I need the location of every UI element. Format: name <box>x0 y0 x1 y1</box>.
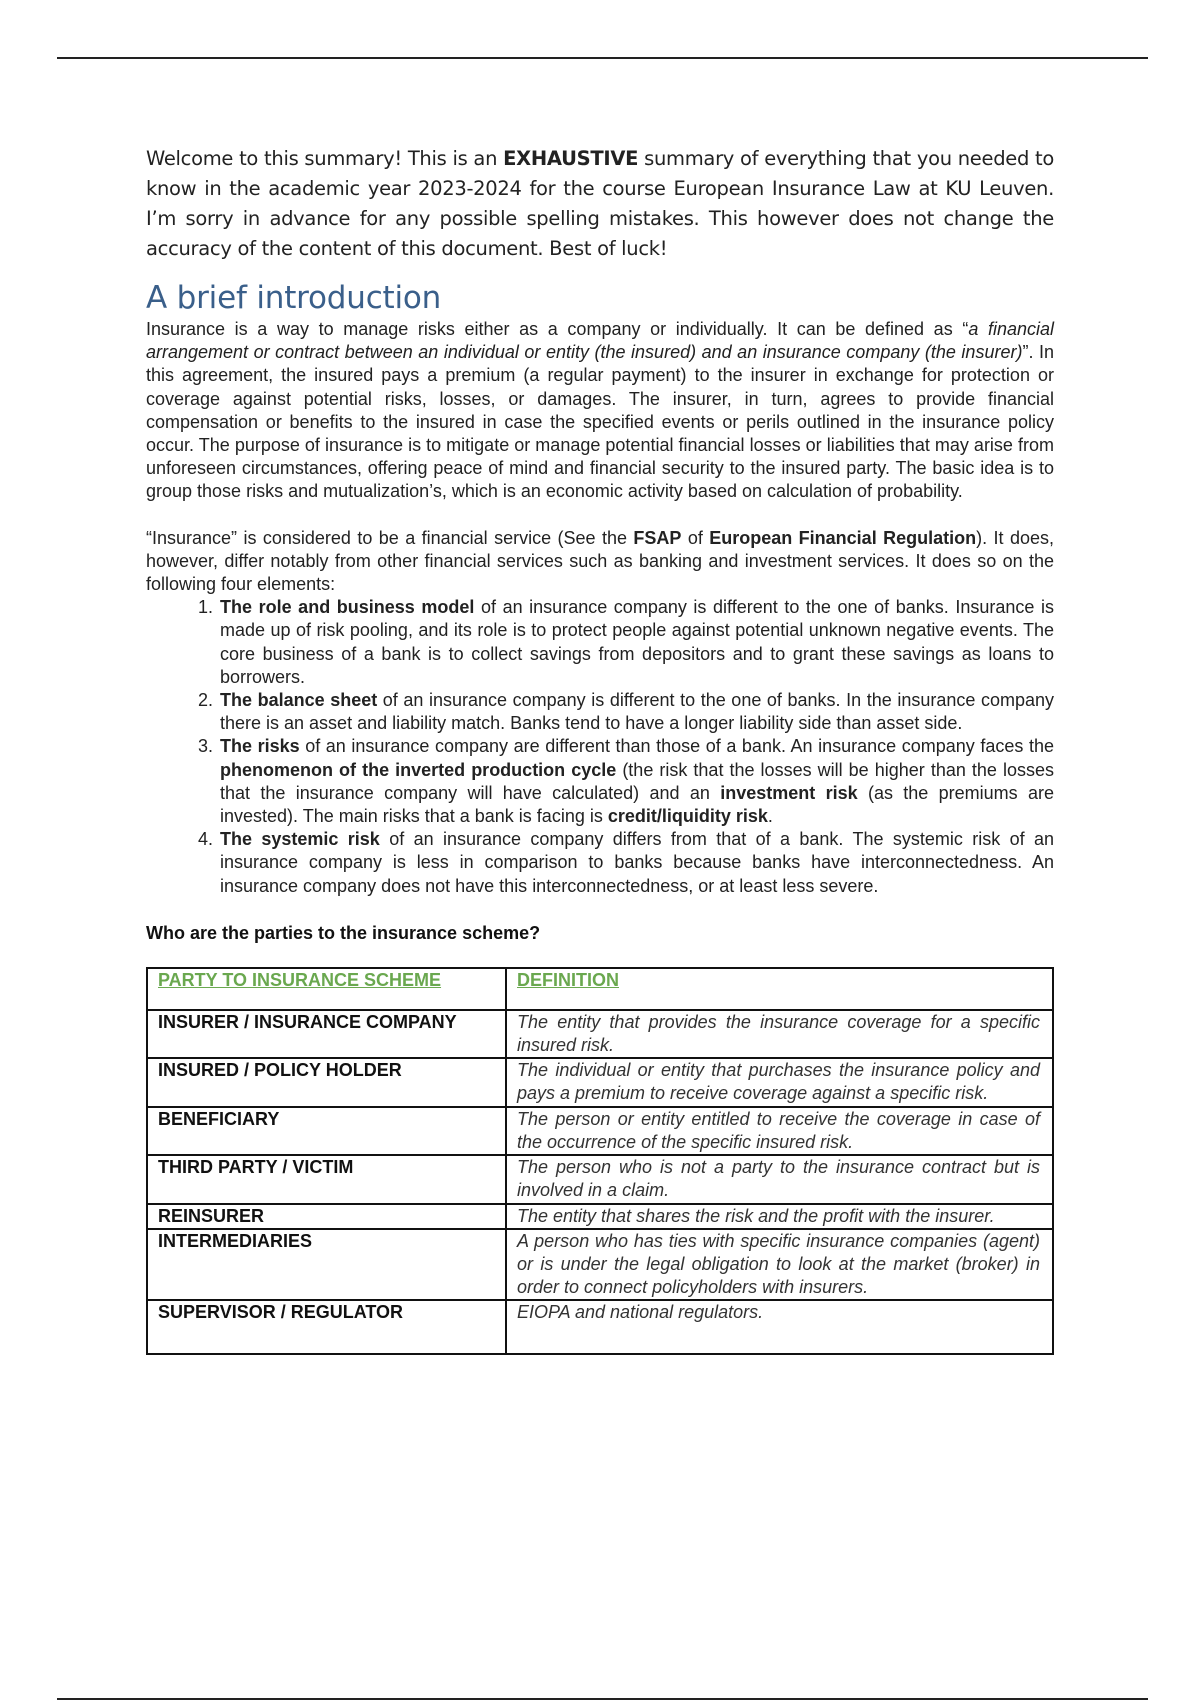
list-item-text: of an insurance company is different to the one of banks. Insurance is made up of risk pooling, and its role is to protect people against potential unknown negative events. The core business of a bank is to collect savings from depositors and to grant these savings as loans to borrowers. <box>220 597 1054 687</box>
list-item-text: of an insurance company are different than those of a bank. An insurance company faces the <box>299 736 1054 757</box>
table-row <box>147 1155 1053 1203</box>
party-cell: INSURED / POLICY HOLDER <box>147 1058 506 1106</box>
list-item-bold: phenomenon of the inverted production cycle <box>220 759 617 780</box>
table-row <box>147 1229 1053 1301</box>
definition-cell: EIOPA and national regulators. <box>506 1300 1053 1354</box>
list-item-text: . <box>767 806 773 827</box>
definition-cell: The person who is not a party to the insurance contract but is involved in a claim. <box>506 1155 1053 1203</box>
p1-text: Insurance is a way to manage risks either as a company or individually. It can be defined as “ <box>146 319 969 339</box>
parties-question: Who are the parties to the insurance scheme? <box>146 922 541 943</box>
p1-text-2: ”. In this agreement, the insured pays a premium (a regular payment) to the insurer in exchange for protection or coverage against potential risks, losses, or damages. The insurer, in turn, agrees to provide financial compensation or benefits to the insured in case the specified events or perils outlined in the insurance policy occur. The purpose of insurance is to mitigate or manage potential financial losses or liabilities that may arise from unforeseen circumstances, offering peace of mind and financial security to the insured party. The basic idea is to group those risks and mutualization’s, which is an economic activity based on calculation of probability. <box>146 342 1054 502</box>
table-header-definition: DEFINITION <box>506 968 1053 1010</box>
header-rule <box>57 57 1148 59</box>
p2-text: “Insurance” is considered to be a financial service (See the <box>146 527 634 548</box>
p2-bold-fsap: FSAP <box>633 527 682 548</box>
definition-cell: The entity that provides the insurance coverage for a specific insured risk. <box>506 1010 1053 1058</box>
p2-bold-regulation: European Financial Regulation <box>709 527 977 548</box>
intro-text-2: summary of everything that you needed to know in the academic year 2023-2024 for the course European Insurance Law at KU Leuven. I’m sorry in advance for any possible spelling mistakes. This however does not change the accuracy of the content of this document. Best of luck! <box>146 147 1055 260</box>
list-item-text: (as the premiums are invested). The main risks that a bank is facing is <box>220 782 1054 827</box>
party-cell: REINSURER <box>147 1204 506 1229</box>
paragraph-financial-service <box>146 527 1054 597</box>
definition-cell: A person who has ties with specific insurance companies (agent) or is under the legal obligation to look at the market (broker) in order to connect policyholders with insurers. <box>506 1229 1053 1301</box>
list-item-bold: credit/liquidity risk <box>607 806 768 827</box>
parties-table <box>146 967 1054 1355</box>
list-item <box>218 689 1054 735</box>
list-item <box>218 735 1054 828</box>
list-item-text: of an insurance company is different to the one of banks. In the insurance company there is an asset and liability match. Banks tend to have a longer liability side than asset side. <box>220 690 1054 734</box>
definition-cell: The individual or entity that purchases the insurance policy and pays a premium to receive coverage against a specific risk. <box>506 1058 1053 1106</box>
list-item-bold: The role and business model <box>220 597 475 618</box>
table-row <box>147 1010 1053 1058</box>
party-cell: BENEFICIARY <box>147 1107 506 1155</box>
table-row <box>147 1300 1053 1354</box>
list-item-bold: investment risk <box>720 782 858 803</box>
document-page <box>146 144 1054 1355</box>
differences-list <box>146 596 1054 898</box>
list-item <box>218 828 1054 898</box>
intro-text: Welcome to this summary! This is an <box>146 147 504 170</box>
definition-cell: The person or entity entitled to receive the coverage in case of the occurrence of the specific insured risk. <box>506 1107 1053 1155</box>
table-header-row <box>147 968 1053 1010</box>
list-item-bold: The risks <box>220 736 300 757</box>
list-item-text: of an insurance company differs from that of a bank. The systemic risk of an insurance company is less in comparison to banks because banks have interconnectedness. An insurance company does not have this interconnectedness, or at least less severe. <box>220 829 1054 896</box>
paragraph-definition <box>146 318 1054 504</box>
p2-text-2: of <box>681 527 710 548</box>
intro-bold: EXHAUSTIVE <box>503 147 639 170</box>
party-cell: THIRD PARTY / VICTIM <box>147 1155 506 1203</box>
section-title: A brief introduction <box>146 280 442 316</box>
list-item <box>218 596 1054 689</box>
party-cell: INSURER / INSURANCE COMPANY <box>147 1010 506 1058</box>
intro-paragraph <box>146 144 1054 264</box>
definition-cell: The entity that shares the risk and the profit with the insurer. <box>506 1204 1053 1229</box>
list-item-bold: The balance sheet <box>220 690 378 711</box>
table-row <box>147 1058 1053 1106</box>
table-row <box>147 1107 1053 1155</box>
list-item-bold: The systemic risk <box>220 829 380 850</box>
table-header-party: PARTY TO INSURANCE SCHEME <box>147 968 506 1010</box>
party-cell: INTERMEDIARIES <box>147 1229 506 1301</box>
table-row <box>147 1204 1053 1229</box>
p2-text-3: ). It does, however, differ notably from other financial services such as banking and investment services. It does so on the following four elements: <box>146 527 1054 595</box>
party-cell: SUPERVISOR / REGULATOR <box>147 1300 506 1354</box>
list-item-text: (the risk that the losses will be higher than the losses that the insurance company will have calculated) and an <box>220 759 1054 803</box>
p1-italic-definition: a financial arrangement or contract between an individual or entity (the insured) and an insurance company (the insurer) <box>146 319 1054 363</box>
